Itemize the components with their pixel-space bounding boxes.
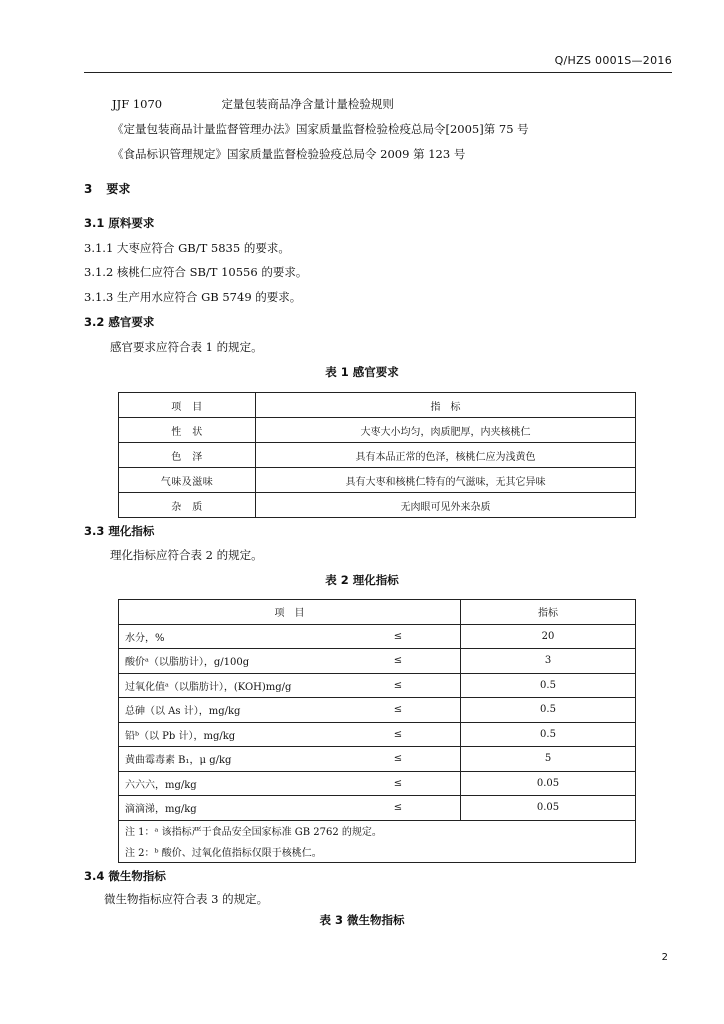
header-cell: 项 目 bbox=[119, 393, 256, 418]
item-cell: 铅ᵇ（以 Pb 计），mg/kg bbox=[119, 722, 337, 747]
reference-code: JJF 1070 bbox=[112, 97, 163, 111]
limit-cell: 5 bbox=[461, 747, 636, 772]
table-row bbox=[119, 443, 636, 468]
operator-cell: ≤ bbox=[336, 722, 461, 747]
table-row bbox=[119, 722, 636, 747]
table-row bbox=[119, 649, 636, 674]
table-notes bbox=[119, 820, 636, 862]
physicochemical-table bbox=[118, 599, 636, 863]
reference-title: 定量包装商品净含量计量检验规则 bbox=[221, 97, 394, 111]
section-title: 要求 bbox=[106, 182, 131, 196]
header-cell: 指 标 bbox=[256, 393, 636, 418]
header-rule bbox=[84, 72, 672, 73]
operator-cell: ≤ bbox=[336, 673, 461, 698]
limit-cell: 3 bbox=[461, 649, 636, 674]
table-row bbox=[119, 771, 636, 796]
limit-cell: 0.05 bbox=[461, 771, 636, 796]
table-note-2: 注 2：ᵇ 酸价、过氧化值指标仅限于核桃仁。 bbox=[125, 847, 322, 859]
table-row bbox=[119, 624, 636, 649]
header-cell: 指标 bbox=[461, 600, 636, 625]
limit-cell: 0.5 bbox=[461, 698, 636, 723]
limit-cell: 0.05 bbox=[461, 796, 636, 821]
limit-cell: 20 bbox=[461, 624, 636, 649]
item-cell: 过氧化值ᵃ（以脂肪计），(KOH)mg/g bbox=[119, 673, 337, 698]
table-1-caption: 表 1 感官要求 bbox=[325, 365, 399, 379]
limit-cell: 0.5 bbox=[461, 673, 636, 698]
table-notes-row bbox=[119, 820, 636, 862]
reference-line-3: 《食品标识管理规定》国家质量监督检验验疫总局令 2009 第 123 号 bbox=[112, 147, 466, 161]
item-cell: 总砷（以 As 计），mg/kg bbox=[119, 698, 337, 723]
section-3-heading bbox=[84, 180, 130, 197]
section-3-3-text: 理化指标应符合表 2 的规定。 bbox=[110, 548, 263, 562]
item-cell: 性 状 bbox=[119, 418, 256, 443]
operator-cell: ≤ bbox=[336, 624, 461, 649]
section-3-4-text: 微生物指标应符合表 3 的规定。 bbox=[104, 892, 269, 906]
table-row bbox=[119, 796, 636, 821]
item-cell: 酸价ᵃ（以脂肪计），g/100g bbox=[119, 649, 337, 674]
table-row bbox=[119, 468, 636, 493]
table-row bbox=[119, 747, 636, 772]
table-header-row bbox=[119, 600, 636, 625]
operator-cell: ≤ bbox=[336, 698, 461, 723]
section-3-2-text: 感官要求应符合表 1 的规定。 bbox=[110, 340, 263, 354]
spec-cell: 大枣大小均匀，肉质肥厚，内夹核桃仁 bbox=[256, 418, 636, 443]
page-number: 2 bbox=[661, 952, 668, 963]
table-row bbox=[119, 673, 636, 698]
section-3-1-heading: 3.1 原料要求 bbox=[84, 216, 155, 230]
item-cell: 气味及滋味 bbox=[119, 468, 256, 493]
clause-3-1-2: 3.1.2 核桃仁应符合 SB/T 10556 的要求。 bbox=[84, 265, 308, 279]
item-cell: 滴滴涕，mg/kg bbox=[119, 796, 337, 821]
clause-3-1-3: 3.1.3 生产用水应符合 GB 5749 的要求。 bbox=[84, 290, 302, 304]
doc-code-header: Q/HZS 0001S—2016 bbox=[554, 54, 672, 67]
table-header-row bbox=[119, 393, 636, 418]
table-3-caption: 表 3 微生物指标 bbox=[319, 913, 405, 927]
table-row bbox=[119, 493, 636, 518]
operator-cell: ≤ bbox=[336, 796, 461, 821]
table-row bbox=[119, 698, 636, 723]
header-cell: 项 目 bbox=[119, 600, 461, 625]
section-number: 3 bbox=[84, 182, 93, 196]
item-cell: 杂 质 bbox=[119, 493, 256, 518]
item-cell: 色 泽 bbox=[119, 443, 256, 468]
spec-cell: 具有本品正常的色泽，核桃仁应为浅黄色 bbox=[256, 443, 636, 468]
table-row bbox=[119, 418, 636, 443]
section-3-4-heading: 3.4 微生物指标 bbox=[84, 869, 166, 883]
section-3-3-heading: 3.3 理化指标 bbox=[84, 524, 155, 538]
item-cell: 黄曲霉毒素 B₁，μ g/kg bbox=[119, 747, 337, 772]
clause-3-1-1: 3.1.1 大枣应符合 GB/T 5835 的要求。 bbox=[84, 241, 290, 255]
limit-cell: 0.5 bbox=[461, 722, 636, 747]
item-cell: 六六六，mg/kg bbox=[119, 771, 337, 796]
reference-line-2: 《定量包装商品计量监督管理办法》国家质量监督检验检疫总局令[2005]第 75 号 bbox=[112, 122, 529, 136]
operator-cell: ≤ bbox=[336, 649, 461, 674]
sensory-table bbox=[118, 392, 636, 518]
operator-cell: ≤ bbox=[336, 771, 461, 796]
spec-cell: 具有大枣和核桃仁特有的气滋味，无其它异味 bbox=[256, 468, 636, 493]
spec-cell: 无肉眼可见外来杂质 bbox=[256, 493, 636, 518]
table-note-1: 注 1：ᵃ 该指标严于食品安全国家标准 GB 2762 的规定。 bbox=[125, 826, 382, 838]
reference-line-1 bbox=[112, 96, 394, 112]
operator-cell: ≤ bbox=[336, 747, 461, 772]
item-cell: 水分，% bbox=[119, 624, 337, 649]
section-3-2-heading: 3.2 感官要求 bbox=[84, 315, 155, 329]
table-2-caption: 表 2 理化指标 bbox=[325, 573, 399, 587]
